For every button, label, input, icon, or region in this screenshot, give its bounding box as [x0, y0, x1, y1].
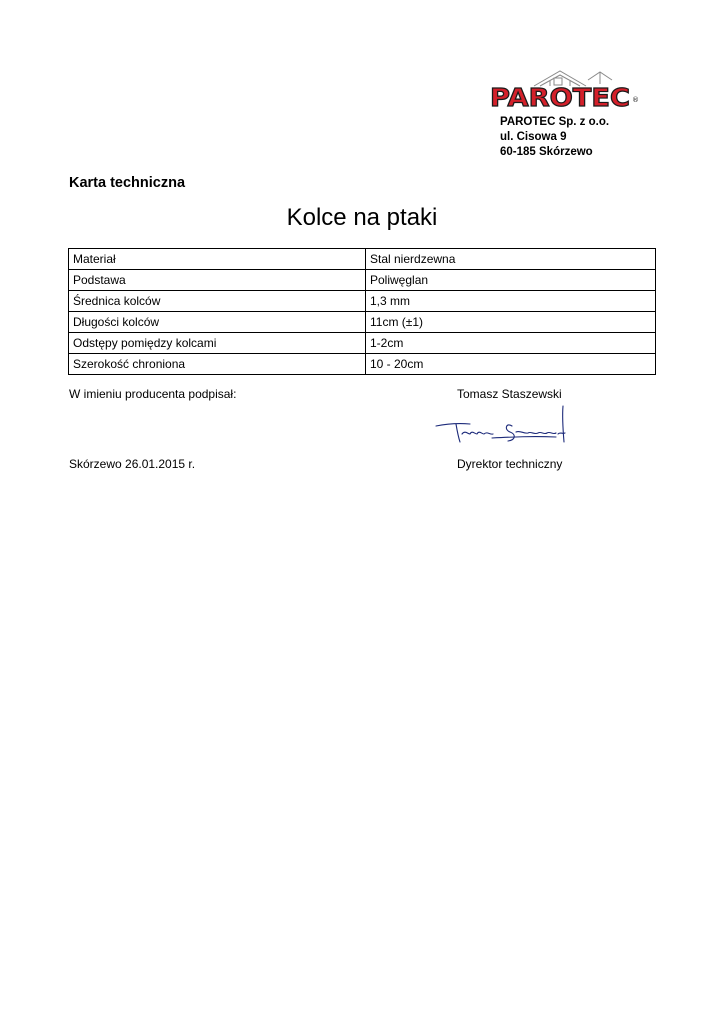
document-title: Kolce na ptaki: [286, 204, 438, 231]
specification-table: [68, 248, 656, 375]
spec-label: Średnica kolców: [69, 291, 366, 312]
table-row: [69, 249, 656, 270]
spec-label: Materiał: [69, 249, 366, 270]
table-row: [69, 333, 656, 354]
table-row: [69, 291, 656, 312]
spec-value: 1,3 mm: [366, 291, 656, 312]
registered-mark: ®: [632, 96, 639, 104]
table-row: [69, 354, 656, 375]
signer-name: Tomasz Staszewski: [457, 387, 562, 401]
place-and-date: Skórzewo 26.01.2015 r.: [69, 457, 196, 471]
spec-value: 10 - 20cm: [366, 354, 656, 375]
signature-label: W imieniu producenta podpisał:: [69, 387, 237, 401]
spec-label: Odstępy pomiędzy kolcami: [69, 333, 366, 354]
document-type: Karta techniczna: [69, 175, 186, 191]
spec-value: 1-2cm: [366, 333, 656, 354]
logo-wordmark: PAROTEC: [490, 83, 630, 112]
company-city: 60-185 Skórzewo: [500, 146, 593, 158]
spec-value: Stal nierdzewna: [366, 249, 656, 270]
spec-label: Szerokość chroniona: [69, 354, 366, 375]
company-street: ul. Cisowa 9: [500, 131, 567, 143]
spec-value: 11cm (±1): [366, 312, 656, 333]
table-row: [69, 312, 656, 333]
company-name: PAROTEC Sp. z o.o.: [500, 116, 610, 128]
spec-label: Długości kolców: [69, 312, 366, 333]
handwritten-signature: [432, 404, 572, 446]
spec-value: Poliwęglan: [366, 270, 656, 291]
table-row: [69, 270, 656, 291]
parotec-logo: [488, 68, 640, 112]
company-address: [500, 115, 609, 160]
spec-label: Podstawa: [69, 270, 366, 291]
signer-role: Dyrektor techniczny: [457, 457, 563, 471]
